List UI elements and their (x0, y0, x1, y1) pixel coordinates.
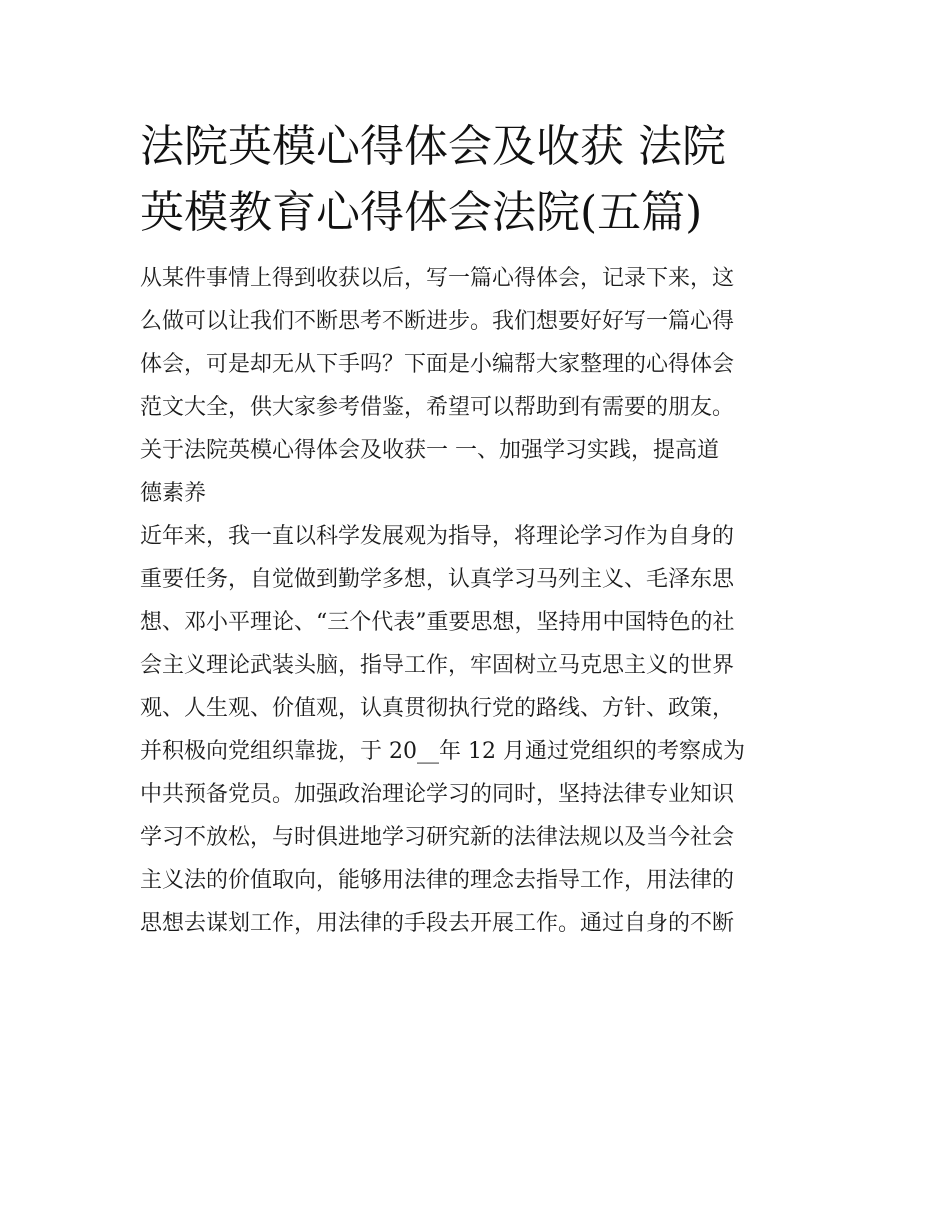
text-line: 并积极向党组织靠拢，于 20__年 12 月通过党组织的考察成为 (140, 739, 745, 764)
text-line: 范文大全，供大家参考借鉴，希望可以帮助到有需要的朋友。 (140, 395, 735, 420)
text-line: 学习不放松，与时俱进地学习研究新的法律法规以及当今社会 (140, 825, 735, 850)
text-line: 中共预备党员。加强政治理论学习的同时，坚持法律专业知识 (140, 782, 735, 807)
text-line: 关于法院英模心得体会及收获一 一、加强学习实践，提高道 (140, 438, 719, 463)
title-line: 英模教育心得体会法院(五篇) (140, 187, 703, 238)
text-line: 近年来，我一直以科学发展观为指导，将理论学习作为自身的 (140, 524, 735, 549)
section-heading (140, 429, 812, 515)
text-line: 想、邓小平理论、“三个代表”重要思想，坚持用中国特色的社 (140, 610, 735, 635)
text-line: 主义法的价值取向，能够用法律的理念去指导工作，用法律的 (140, 868, 735, 893)
text-line: 德素养 (140, 481, 207, 506)
title-line: 法院英模心得体会及收获 法院 (140, 121, 726, 172)
text-line: 观、人生观、价值观，认真贯彻执行党的路线、方针、政策， (140, 696, 735, 721)
text-line: 思想去谋划工作，用法律的手段去开展工作。通过自身的不断 (140, 911, 735, 936)
document-title (140, 114, 812, 246)
text-line: 会主义理论武装头脑，指导工作，牢固树立马克思主义的世界 (140, 653, 735, 678)
text-line: 从某件事情上得到收获以后，写一篇心得体会，记录下来，这 (140, 266, 735, 291)
intro-paragraph (140, 257, 812, 429)
document-content (140, 114, 812, 945)
text-line: 重要任务，自觉做到勤学多想，认真学习马列主义、毛泽东思 (140, 567, 735, 592)
body-paragraph (140, 515, 812, 945)
text-line: 体会，可是却无从下手吗？下面是小编帮大家整理的心得体会 (140, 352, 735, 377)
text-line: 么做可以让我们不断思考不断进步。我们想要好好写一篇心得 (140, 309, 735, 334)
